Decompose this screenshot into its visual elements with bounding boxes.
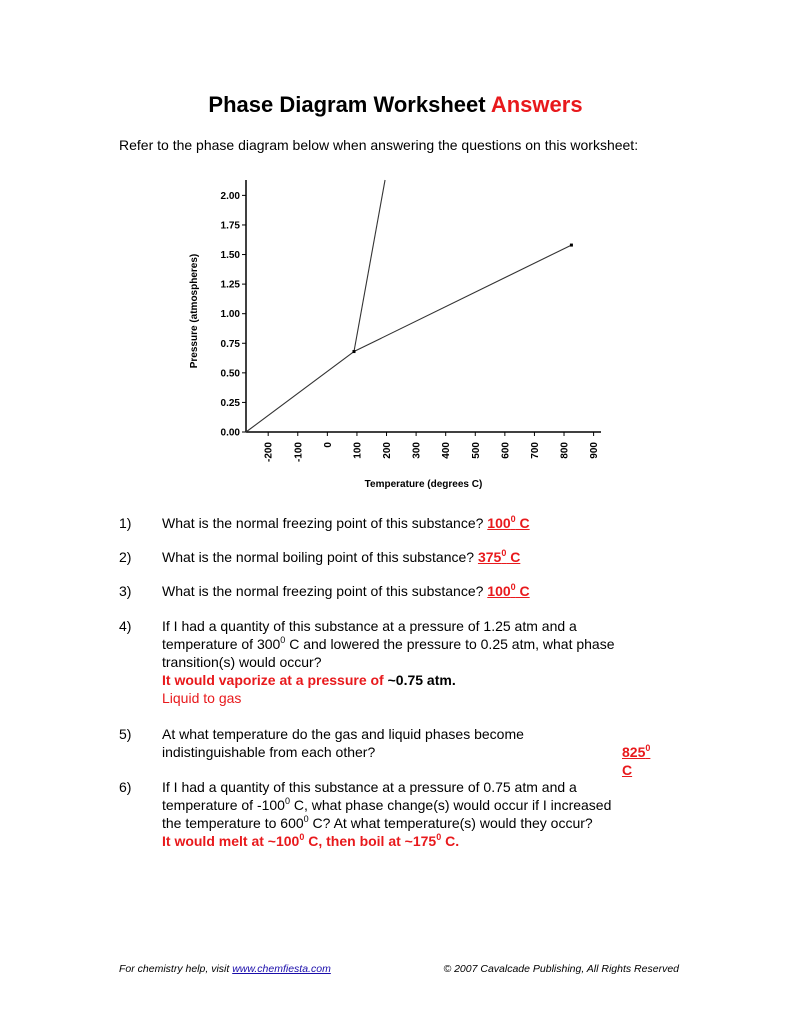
phase-boundary-line xyxy=(354,245,571,351)
question-text: What is the normal freezing point of this substance? xyxy=(162,515,484,531)
degree-superscript: 0 xyxy=(510,582,516,592)
x-tick-label: 500 xyxy=(470,442,482,459)
title-accent: Answers xyxy=(490,92,583,117)
degree-superscript: 0 xyxy=(284,796,290,806)
question-line: At what temperature do the gas and liquid phases become xyxy=(162,726,524,742)
x-tick-label: 100 xyxy=(352,442,364,459)
answer-unit: C xyxy=(515,515,530,531)
answer-unit: C xyxy=(515,583,530,599)
answer-unit: C xyxy=(622,762,633,778)
y-tick-label: 0.25 xyxy=(220,397,240,409)
x-tick-label: 600 xyxy=(500,442,512,459)
degree-superscript: 0 xyxy=(299,832,305,842)
answer-value: 100 xyxy=(487,583,511,599)
x-tick-label: 700 xyxy=(529,442,541,459)
answer-text: It would vaporize at a pressure of xyxy=(162,672,384,688)
y-tick-label: 2.00 xyxy=(220,190,240,202)
answer-note: Liquid to gas xyxy=(162,690,242,706)
degree-superscript: 0 xyxy=(303,814,309,824)
answer-text: It would melt at ~100 xyxy=(162,833,300,849)
answer-text: C. xyxy=(441,833,460,849)
question-line xyxy=(162,814,652,832)
question-number: 1) xyxy=(119,515,132,531)
question-line xyxy=(162,635,652,653)
question-number: 5) xyxy=(119,726,132,742)
answer xyxy=(487,515,529,531)
answer-value: 100 xyxy=(487,515,511,531)
answer xyxy=(622,743,652,779)
question-line: indistinguishable from each other? xyxy=(162,744,376,760)
point-marker xyxy=(352,350,355,353)
y-tick-label: 0.50 xyxy=(220,368,240,380)
x-tick-label: 900 xyxy=(589,442,601,459)
phase-diagram-chart xyxy=(180,175,620,495)
x-axis-label: Temperature (degrees C) xyxy=(364,479,483,490)
degree-superscript: 0 xyxy=(436,832,442,842)
degree-superscript: 0 xyxy=(645,743,651,753)
y-tick-label: 0.00 xyxy=(220,427,240,439)
x-tick-label: 400 xyxy=(441,442,453,459)
answer-value: 825 xyxy=(622,744,646,760)
degree-superscript: 0 xyxy=(510,514,516,524)
question-text: What is the normal freezing point of this substance? xyxy=(162,583,484,599)
y-tick-label: 1.50 xyxy=(220,250,240,262)
question-line: If I had a quantity of this substance at a pressure of 0.75 atm and a xyxy=(162,779,577,795)
intro-paragraph: Refer to the phase diagram below when answering the questions on this worksheet: xyxy=(119,137,639,153)
question-line: If I had a quantity of this substance at a pressure of 1.25 atm and a xyxy=(162,618,577,634)
x-tick-label: 300 xyxy=(411,442,423,459)
question-line xyxy=(162,796,652,814)
phase-boundary-line xyxy=(246,352,354,432)
phase-boundary-line xyxy=(354,180,385,352)
point-marker xyxy=(570,244,573,247)
y-tick-label: 1.00 xyxy=(220,309,240,321)
y-axis-label: Pressure (atmospheres) xyxy=(189,253,200,369)
answer xyxy=(162,832,652,850)
x-tick-label: 800 xyxy=(559,442,571,459)
question-text: temperature of -100 xyxy=(162,797,285,813)
question-text: C and lowered the pressure to 0.25 atm, what phase xyxy=(285,636,615,652)
question-text: What is the normal boiling point of this substance? xyxy=(162,549,475,565)
answer xyxy=(162,671,652,689)
answer-value: ~0.75 atm. xyxy=(383,672,456,688)
answer-value: 375 xyxy=(477,549,502,565)
answer xyxy=(478,549,520,565)
x-tick-label: 0 xyxy=(322,442,334,448)
question-text: the temperature to 600 xyxy=(162,815,304,831)
degree-superscript: 0 xyxy=(280,635,286,645)
footer-copyright: © 2007 Cavalcade Publishing, All Rights Reserved xyxy=(443,963,679,975)
x-tick-label: -100 xyxy=(293,442,305,463)
x-tick-label: 200 xyxy=(382,442,394,459)
footer-help-text: For chemistry help, visit xyxy=(119,963,233,975)
chemfiesta-link[interactable]: www.chemfiesta.com xyxy=(232,963,331,975)
footer-help xyxy=(119,963,331,975)
question-number: 6) xyxy=(119,779,132,795)
question-number: 3) xyxy=(119,583,132,599)
question-text: temperature of 300 xyxy=(162,636,281,652)
x-tick-label: -200 xyxy=(263,442,275,463)
answer xyxy=(487,583,529,599)
question-number: 4) xyxy=(119,618,132,634)
question-line: transition(s) would occur? xyxy=(162,654,322,670)
question-text: C? At what temperature(s) would they occur? xyxy=(308,815,593,831)
page-title xyxy=(0,92,791,118)
answer-text: C, then boil at ~175 xyxy=(304,833,437,849)
question-number: 2) xyxy=(119,549,132,565)
y-tick-label: 1.25 xyxy=(220,279,240,291)
title-main: Phase Diagram Worksheet xyxy=(208,92,486,117)
y-tick-label: 0.75 xyxy=(220,338,240,350)
degree-superscript: 0 xyxy=(501,548,507,558)
question-text: C, what phase change(s) would occur if I increased xyxy=(289,797,612,813)
y-tick-label: 1.75 xyxy=(220,220,240,232)
answer-unit: C xyxy=(506,549,521,565)
